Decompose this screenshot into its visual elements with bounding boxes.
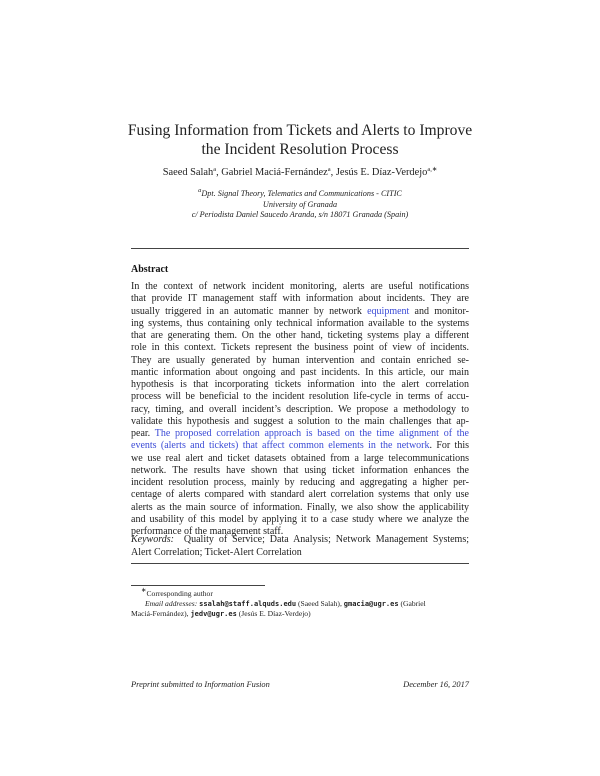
email-owner: (Jesús E. Díaz-Verdejo) [238, 609, 311, 618]
abstract-text: . For this [429, 440, 470, 452]
email-macia[interactable]: gmacia@ugr.es [343, 600, 399, 608]
equipment-link[interactable]: equipment [367, 305, 410, 317]
email-owner: (Saeed Salah), [298, 599, 342, 608]
footer-date: December 16, 2017 [403, 680, 469, 689]
title-line-2: the Incident Resolution Process [201, 141, 399, 158]
author-mark: a [213, 166, 217, 173]
footnote-rule [131, 585, 265, 586]
abstract-line: centage of alerts compared with standard alert correlation systems that only use [131, 489, 469, 501]
author-name: Gabriel Maciá-Fernández [221, 167, 328, 178]
email-salah[interactable]: ssalah@staff.alquds.edu [199, 600, 297, 608]
keywords-block [131, 534, 469, 559]
page-footer [131, 680, 469, 689]
abstract-body [131, 281, 469, 538]
keywords-text: Quality of Service; Data Analysis; Network Management Systems; [183, 534, 470, 545]
abstract-line: network. The results have shown that using ticket information enhances the [131, 464, 469, 476]
abstract-top-rule [131, 248, 469, 249]
abstract-text: pear. [131, 428, 155, 439]
affiliation-line-1: Dpt. Signal Theory, Telematics and Communications - CITIC [201, 189, 402, 198]
abstract-line: and usability of this model by applying it to a case study where we analyze the [131, 513, 469, 525]
abstract-line [131, 306, 469, 318]
abstract-text: and monitor- [409, 305, 469, 317]
abstract-line: that provide IT management staff with information about incidents. They are [131, 293, 469, 305]
title-line-1: Fusing Information from Tickets and Alerts to Improve [127, 122, 473, 139]
abstract-line: that are generating them. On the other hand, ticketing systems play a different [131, 330, 469, 341]
author-list: Saeed Salah$^a$, Gabriel Maciá-Fernández$^a$, Jesús E. Díaz-Verdejo$^{a,∗}$ [162, 166, 438, 178]
author-name: Saeed Salah [162, 167, 214, 178]
abstract-line: validate this hypothesis and suggest a solution to the main challenges that ap- [131, 415, 469, 427]
correlation-approach-link[interactable]: The proposed correlation approach is based on the time alignment of the [154, 428, 469, 439]
footer-preprint: Preprint submitted to Information Fusion [131, 680, 270, 689]
footnote-corresponding [131, 589, 469, 599]
keywords-line: Alert Correlation; Ticket-Alert Correlation [131, 546, 302, 558]
keywords-label: Keywords: [131, 534, 174, 545]
email-label: Email addresses: [145, 599, 198, 608]
abstract-line: role in this context. Tickets represent the business point of view of incidents. [131, 342, 469, 354]
email-owner: (Gabriel [400, 599, 426, 608]
abstract-line: alerts as the main source of information. Finally, we also show the applicability [131, 501, 469, 513]
abstract-line: mantic information about ongoing and past incidents. In this article, our main [131, 366, 469, 378]
abstract-line: racy, timing, and overall incident’s description. We propose a methodology to [131, 403, 469, 415]
abstract-text: usually triggered in an automatic manner by network [131, 305, 368, 317]
keywords-line [131, 534, 469, 547]
correlation-approach-link-cont[interactable]: events (alerts and tickets) that affect common elements in the network [131, 440, 430, 452]
footnote-mark: ∗ [141, 587, 147, 594]
abstract-line [131, 428, 469, 440]
footnote-emails [131, 599, 469, 609]
author-mark: a [327, 166, 331, 173]
affiliation-line-3: c/ Periodista Daniel Saucedo Aranda, s/n 18071 Granada (Spain) [191, 210, 409, 219]
author-mark: a,∗ [427, 166, 438, 173]
abstract-line [131, 440, 469, 452]
affiliation-mark: a [198, 187, 202, 194]
affiliation-line-2: University of Granada [262, 199, 338, 209]
abstract-line: performance of the management staff. [131, 526, 284, 537]
email-owner: Maciá-Fernández), [131, 609, 189, 618]
affiliation [60, 189, 540, 221]
author-name: Jesús E. Díaz-Verdejo [335, 167, 428, 178]
abstract-line: ing systems, thus containing only technical information available to the systems [131, 317, 469, 329]
abstract-heading: Abstract [131, 264, 169, 275]
footnote-emails-cont [131, 609, 469, 619]
footnote-text: Corresponding author [146, 589, 213, 598]
abstract-line: process will be beneficial to the incident resolution life-cycle in terms of accu- [131, 391, 469, 403]
paper-title [60, 121, 540, 159]
abstract-line: we use real alert and ticket datasets obtained from a large telecommunications [131, 452, 469, 464]
abstract-line: incident resolution process, mainly by reducing and aggregating a higher per- [131, 477, 469, 488]
abstract-bottom-rule [131, 563, 469, 564]
abstract-line: In the context of network incident monitoring, alerts are useful notifications [131, 281, 469, 292]
abstract-line: They are usually generated by human intervention and contain enriched se- [131, 354, 469, 366]
email-diaz[interactable]: jedv@ugr.es [190, 610, 237, 618]
abstract-line: hypothesis is that incorporating tickets information into the alert correlation [131, 379, 469, 390]
footnotes [131, 589, 469, 619]
